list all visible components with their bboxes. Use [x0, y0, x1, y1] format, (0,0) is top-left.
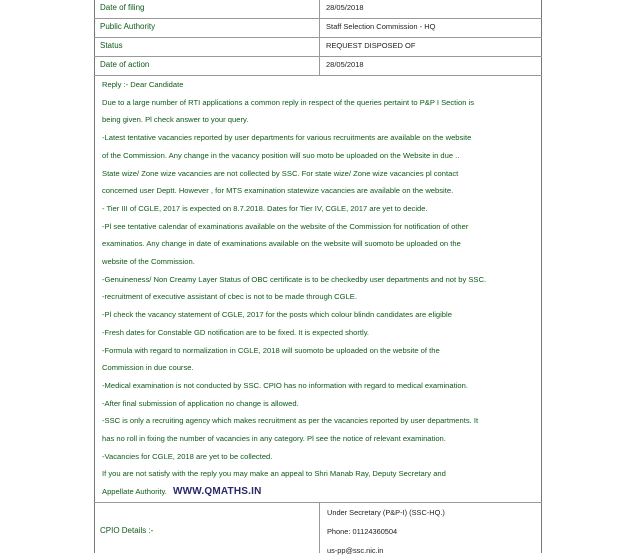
reply-line: State wize/ Zone wize vacancies are not collected by SSC. For state wize/ Zone wize vacancies pl contact [102, 168, 459, 178]
cpio-top-border [94, 502, 542, 503]
reply-line: -Vacancies for CGLE, 2018 are yet to be collected. [102, 451, 273, 461]
status-label: Status [100, 41, 123, 50]
watermark-text: WWW.QMATHS.IN [173, 486, 262, 498]
public-authority-label: Public Authority [100, 22, 156, 31]
date-of-filing-label: Date of filing [100, 3, 145, 12]
cpio-phone: Phone: 01124360504 [327, 527, 398, 536]
date-of-filing-value: 28/05/2018 [326, 3, 364, 12]
reply-line: -Pl check the vacancy statement of CGLE, 2017 for the posts which colour blindn candidates are eligible [102, 310, 452, 320]
reply-line: concerned user Deptt. However , for MTS examination statewize vacancies are available on the website. [102, 186, 454, 196]
reply-line: has no roll in fixing the number of vacancies in any category. Pl see the notice of relevant examination. [102, 434, 446, 444]
reply-line: -Medical examination is not conducted by SSC. CPIO has no information with regard to medical examination. [102, 380, 468, 390]
reply-line: -Formula with regard to normalization in CGLE, 2018 will suomoto be uploaded on the website of the [102, 345, 440, 355]
reply-line: -Fresh dates for Constable GD notification are to be fixed. It is expected shortly. [102, 327, 370, 337]
reply-line: Due to a large number of RTI applications a common reply in respect of the queries pertaint to P&P I Section is [102, 97, 475, 107]
cpio-label: CPIO Details :- [100, 526, 154, 535]
reply-line: -SSC is only a recruiting agency which makes recruitment as per the vacancies reported by user departments. It [102, 416, 479, 426]
reply-line: being given. Pl check answer to your query. [102, 115, 249, 125]
date-of-action-label: Date of action [100, 60, 150, 69]
reply-line: -Genuineness/ Non Creamy Layer Status of OBC certificate is to be checkedby user departments and not by SSC. [102, 274, 487, 284]
reply-line: If you are not satisfy with the reply you may make an appeal to Shri Manab Ray, Deputy Secretary and [102, 469, 446, 479]
status-value: REQUEST DISPOSED OF [326, 41, 416, 50]
cpio-email: us-pp@ssc.nic.in [327, 546, 384, 555]
row-public-authority [94, 19, 542, 38]
row-date-of-action [94, 57, 542, 76]
reply-line: -recruitment of executive assistant of cbec is not to be made through CGLE. [102, 292, 357, 302]
reply-line: - Tier III of CGLE, 2017 is expected on 8.7.2018. Dates for Tier IV, CGLE, 2017 are yet to decide. [102, 203, 428, 213]
reply-last-line [102, 483, 540, 501]
reply-line: website of the Commission. [102, 257, 195, 267]
reply-line: of the Commission. Any change in the vacancy position will suo moto be uploaded on the Website in due .. [102, 150, 460, 160]
reply-line: -After final submission of application no change is allowed. [102, 398, 299, 408]
reply-line: -Latest tentative vacancies reported by user departments for various recruitments are available on the website [102, 133, 472, 143]
date-of-action-value: 28/05/2018 [326, 60, 364, 69]
row-status [94, 38, 542, 57]
public-authority-value: Staff Selection Commission - HQ [326, 22, 436, 31]
cpio-divider [319, 503, 320, 553]
reply-line: Appellate Authority. [102, 487, 167, 497]
reply-text [102, 76, 540, 501]
row-date-of-filing [94, 0, 542, 19]
reply-line: Reply :- Dear Candidate [102, 80, 184, 89]
cpio-designation: Under Secretary (P&P-I) (SSC-HQ.) [327, 508, 445, 517]
reply-line: -Pl see tentative calendar of examinations available on the website of the Commission for notification of other [102, 221, 469, 231]
reply-line: Commission in due course. [102, 363, 194, 373]
reply-line: examinatios. Any change in date of examinations available on the website will suomoto be uploaded on the [102, 239, 461, 249]
